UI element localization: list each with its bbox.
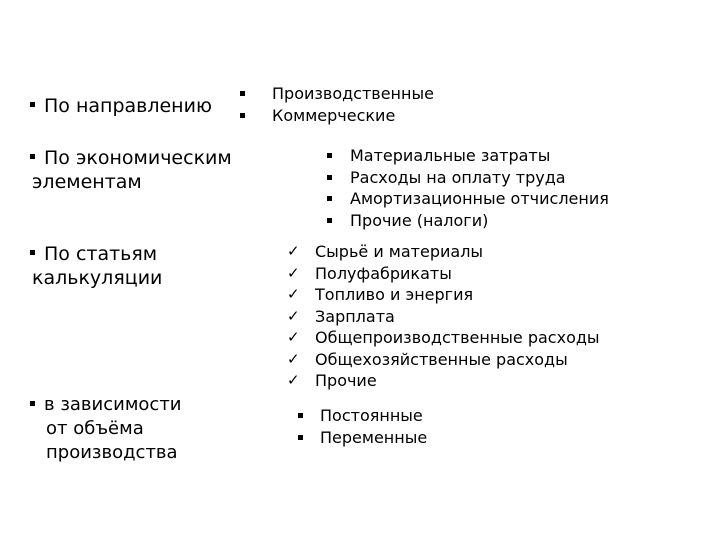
list-item: Полуфабрикаты [315,263,452,283]
volume-items [320,405,427,448]
list-item: Коммерческие [272,105,396,125]
checkmark-icon: ✓ [287,285,300,303]
square-bullet-icon [30,102,35,107]
category-by-economic-elements [30,146,232,194]
category-label-line: производства [46,442,178,463]
category-label-line: от объёма [46,418,144,439]
checkmark-icon: ✓ [287,263,300,282]
checkmark-icon: ✓ [287,242,300,260]
category-by-cost-items [30,242,162,290]
list-item: Топливо и энергия [315,285,474,304]
list-item: Прочие (налоги) [350,210,489,230]
checkmark-icon: ✓ [287,349,300,368]
list-item: Общепроизводственные расходы [315,328,600,347]
check-column [287,241,300,392]
list-item: Сырьё и материалы [315,242,484,261]
category-label-line: По экономическим [44,147,232,169]
calculation-items [315,241,600,392]
list-item: Амортизационные отчисления [350,189,609,208]
list-item: Расходы на оплату труда [350,167,566,187]
list-item: Постоянные [320,406,423,425]
list-item: Общехозяйственные расходы [315,349,568,369]
list-item: Зарплата [315,306,395,326]
checkmark-icon: ✓ [287,306,300,325]
economic-items [350,145,609,231]
square-bullet-icon [30,250,35,255]
category-label-line: По статьям [44,243,158,265]
square-bullet-icon [30,154,35,159]
checkmark-icon: ✓ [287,371,300,389]
list-item: Производственные [272,84,434,103]
square-bullet-icon [30,401,35,406]
list-item: Переменные [320,427,428,447]
category-label-line: элементам [32,171,142,193]
direction-items [272,83,434,126]
category-label: По направлению [44,95,212,117]
category-by-direction [30,94,212,118]
checkmark-icon: ✓ [287,328,300,346]
category-label-line: в зависимости [44,394,182,415]
category-by-volume [30,393,182,465]
list-item: Материальные затраты [350,146,551,165]
category-label-line: калькуляции [32,267,163,289]
list-item: Прочие [315,371,377,390]
